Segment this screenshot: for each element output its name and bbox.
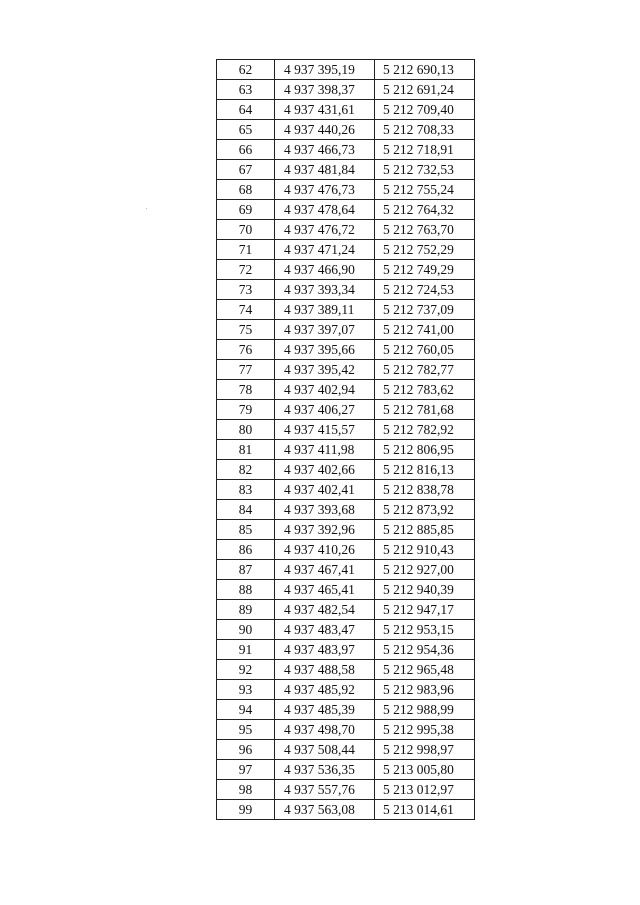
y-coordinate-cell: 5 212 965,48 — [375, 660, 475, 680]
x-coordinate-cell: 4 937 415,57 — [275, 420, 375, 440]
point-number-cell: 94 — [217, 700, 275, 720]
table-row — [217, 580, 475, 600]
point-number-cell: 93 — [217, 680, 275, 700]
y-coordinate-cell: 5 212 741,00 — [375, 320, 475, 340]
y-coordinate-cell: 5 212 995,38 — [375, 720, 475, 740]
x-coordinate-cell: 4 937 397,07 — [275, 320, 375, 340]
table-row — [217, 320, 475, 340]
table-row — [217, 80, 475, 100]
table-row — [217, 140, 475, 160]
y-coordinate-cell: 5 213 012,97 — [375, 780, 475, 800]
x-coordinate-cell: 4 937 471,24 — [275, 240, 375, 260]
table-row — [217, 200, 475, 220]
table-row — [217, 680, 475, 700]
x-coordinate-cell: 4 937 536,35 — [275, 760, 375, 780]
point-number-cell: 97 — [217, 760, 275, 780]
table-row — [217, 360, 475, 380]
y-coordinate-cell: 5 212 873,92 — [375, 500, 475, 520]
y-coordinate-cell: 5 212 954,36 — [375, 640, 475, 660]
table-row — [217, 60, 475, 80]
y-coordinate-cell: 5 212 782,92 — [375, 420, 475, 440]
y-coordinate-cell: 5 212 718,91 — [375, 140, 475, 160]
x-coordinate-cell: 4 937 393,68 — [275, 500, 375, 520]
y-coordinate-cell: 5 212 782,77 — [375, 360, 475, 380]
y-coordinate-cell: 5 212 940,39 — [375, 580, 475, 600]
y-coordinate-cell: 5 212 983,96 — [375, 680, 475, 700]
x-coordinate-cell: 4 937 483,97 — [275, 640, 375, 660]
table-row — [217, 400, 475, 420]
point-number-cell: 76 — [217, 340, 275, 360]
point-number-cell: 70 — [217, 220, 275, 240]
x-coordinate-cell: 4 937 440,26 — [275, 120, 375, 140]
table-row — [217, 260, 475, 280]
table-row — [217, 600, 475, 620]
table-row — [217, 640, 475, 660]
point-number-cell: 79 — [217, 400, 275, 420]
x-coordinate-cell: 4 937 476,72 — [275, 220, 375, 240]
y-coordinate-cell: 5 213 014,61 — [375, 800, 475, 820]
table-row — [217, 280, 475, 300]
point-number-cell: 74 — [217, 300, 275, 320]
y-coordinate-cell: 5 212 763,70 — [375, 220, 475, 240]
table-row — [217, 440, 475, 460]
point-number-cell: 99 — [217, 800, 275, 820]
y-coordinate-cell: 5 212 885,85 — [375, 520, 475, 540]
x-coordinate-cell: 4 937 485,92 — [275, 680, 375, 700]
point-number-cell: 67 — [217, 160, 275, 180]
x-coordinate-cell: 4 937 392,96 — [275, 520, 375, 540]
point-number-cell: 81 — [217, 440, 275, 460]
y-coordinate-cell: 5 212 953,15 — [375, 620, 475, 640]
y-coordinate-cell: 5 212 709,40 — [375, 100, 475, 120]
x-coordinate-cell: 4 937 508,44 — [275, 740, 375, 760]
y-coordinate-cell: 5 212 927,00 — [375, 560, 475, 580]
x-coordinate-cell: 4 937 466,90 — [275, 260, 375, 280]
y-coordinate-cell: 5 212 691,24 — [375, 80, 475, 100]
table-row — [217, 460, 475, 480]
x-coordinate-cell: 4 937 389,11 — [275, 300, 375, 320]
x-coordinate-cell: 4 937 478,64 — [275, 200, 375, 220]
y-coordinate-cell: 5 212 988,99 — [375, 700, 475, 720]
y-coordinate-cell: 5 212 806,95 — [375, 440, 475, 460]
y-coordinate-cell: 5 212 998,97 — [375, 740, 475, 760]
table-row — [217, 300, 475, 320]
x-coordinate-cell: 4 937 402,41 — [275, 480, 375, 500]
x-coordinate-cell: 4 937 395,66 — [275, 340, 375, 360]
x-coordinate-cell: 4 937 465,41 — [275, 580, 375, 600]
point-number-cell: 91 — [217, 640, 275, 660]
coordinates-table-body — [217, 60, 475, 820]
table-row — [217, 100, 475, 120]
table-row — [217, 220, 475, 240]
table-row — [217, 540, 475, 560]
point-number-cell: 92 — [217, 660, 275, 680]
table-row — [217, 760, 475, 780]
x-coordinate-cell: 4 937 402,94 — [275, 380, 375, 400]
x-coordinate-cell: 4 937 431,61 — [275, 100, 375, 120]
table-row — [217, 660, 475, 680]
point-number-cell: 84 — [217, 500, 275, 520]
table-row — [217, 500, 475, 520]
y-coordinate-cell: 5 212 732,53 — [375, 160, 475, 180]
x-coordinate-cell: 4 937 395,42 — [275, 360, 375, 380]
point-number-cell: 80 — [217, 420, 275, 440]
coordinates-table — [216, 59, 475, 820]
x-coordinate-cell: 4 937 485,39 — [275, 700, 375, 720]
scan-speck — [146, 208, 147, 209]
point-number-cell: 88 — [217, 580, 275, 600]
point-number-cell: 87 — [217, 560, 275, 580]
table-row — [217, 520, 475, 540]
table-row — [217, 780, 475, 800]
table-row — [217, 480, 475, 500]
x-coordinate-cell: 4 937 411,98 — [275, 440, 375, 460]
point-number-cell: 62 — [217, 60, 275, 80]
point-number-cell: 72 — [217, 260, 275, 280]
x-coordinate-cell: 4 937 488,58 — [275, 660, 375, 680]
point-number-cell: 75 — [217, 320, 275, 340]
y-coordinate-cell: 5 212 838,78 — [375, 480, 475, 500]
point-number-cell: 83 — [217, 480, 275, 500]
x-coordinate-cell: 4 937 481,84 — [275, 160, 375, 180]
y-coordinate-cell: 5 212 910,43 — [375, 540, 475, 560]
y-coordinate-cell: 5 213 005,80 — [375, 760, 475, 780]
point-number-cell: 63 — [217, 80, 275, 100]
table-row — [217, 740, 475, 760]
x-coordinate-cell: 4 937 410,26 — [275, 540, 375, 560]
point-number-cell: 69 — [217, 200, 275, 220]
table-row — [217, 160, 475, 180]
x-coordinate-cell: 4 937 483,47 — [275, 620, 375, 640]
point-number-cell: 82 — [217, 460, 275, 480]
x-coordinate-cell: 4 937 498,70 — [275, 720, 375, 740]
table-row — [217, 420, 475, 440]
point-number-cell: 77 — [217, 360, 275, 380]
x-coordinate-cell: 4 937 563,08 — [275, 800, 375, 820]
table-row — [217, 340, 475, 360]
point-number-cell: 73 — [217, 280, 275, 300]
x-coordinate-cell: 4 937 406,27 — [275, 400, 375, 420]
point-number-cell: 86 — [217, 540, 275, 560]
y-coordinate-cell: 5 212 781,68 — [375, 400, 475, 420]
y-coordinate-cell: 5 212 749,29 — [375, 260, 475, 280]
x-coordinate-cell: 4 937 476,73 — [275, 180, 375, 200]
point-number-cell: 65 — [217, 120, 275, 140]
table-row — [217, 380, 475, 400]
y-coordinate-cell: 5 212 783,62 — [375, 380, 475, 400]
y-coordinate-cell: 5 212 947,17 — [375, 600, 475, 620]
point-number-cell: 89 — [217, 600, 275, 620]
x-coordinate-cell: 4 937 467,41 — [275, 560, 375, 580]
table-row — [217, 700, 475, 720]
y-coordinate-cell: 5 212 764,32 — [375, 200, 475, 220]
point-number-cell: 98 — [217, 780, 275, 800]
point-number-cell: 68 — [217, 180, 275, 200]
x-coordinate-cell: 4 937 402,66 — [275, 460, 375, 480]
table-row — [217, 720, 475, 740]
x-coordinate-cell: 4 937 482,54 — [275, 600, 375, 620]
x-coordinate-cell: 4 937 395,19 — [275, 60, 375, 80]
table-row — [217, 240, 475, 260]
x-coordinate-cell: 4 937 398,37 — [275, 80, 375, 100]
y-coordinate-cell: 5 212 760,05 — [375, 340, 475, 360]
table-row — [217, 560, 475, 580]
point-number-cell: 64 — [217, 100, 275, 120]
table-row — [217, 620, 475, 640]
table-row — [217, 180, 475, 200]
point-number-cell: 78 — [217, 380, 275, 400]
point-number-cell: 95 — [217, 720, 275, 740]
x-coordinate-cell: 4 937 466,73 — [275, 140, 375, 160]
y-coordinate-cell: 5 212 708,33 — [375, 120, 475, 140]
y-coordinate-cell: 5 212 752,29 — [375, 240, 475, 260]
table-row — [217, 800, 475, 820]
point-number-cell: 96 — [217, 740, 275, 760]
point-number-cell: 90 — [217, 620, 275, 640]
y-coordinate-cell: 5 212 816,13 — [375, 460, 475, 480]
x-coordinate-cell: 4 937 393,34 — [275, 280, 375, 300]
y-coordinate-cell: 5 212 755,24 — [375, 180, 475, 200]
point-number-cell: 85 — [217, 520, 275, 540]
point-number-cell: 66 — [217, 140, 275, 160]
point-number-cell: 71 — [217, 240, 275, 260]
x-coordinate-cell: 4 937 557,76 — [275, 780, 375, 800]
y-coordinate-cell: 5 212 724,53 — [375, 280, 475, 300]
table-row — [217, 120, 475, 140]
y-coordinate-cell: 5 212 737,09 — [375, 300, 475, 320]
y-coordinate-cell: 5 212 690,13 — [375, 60, 475, 80]
